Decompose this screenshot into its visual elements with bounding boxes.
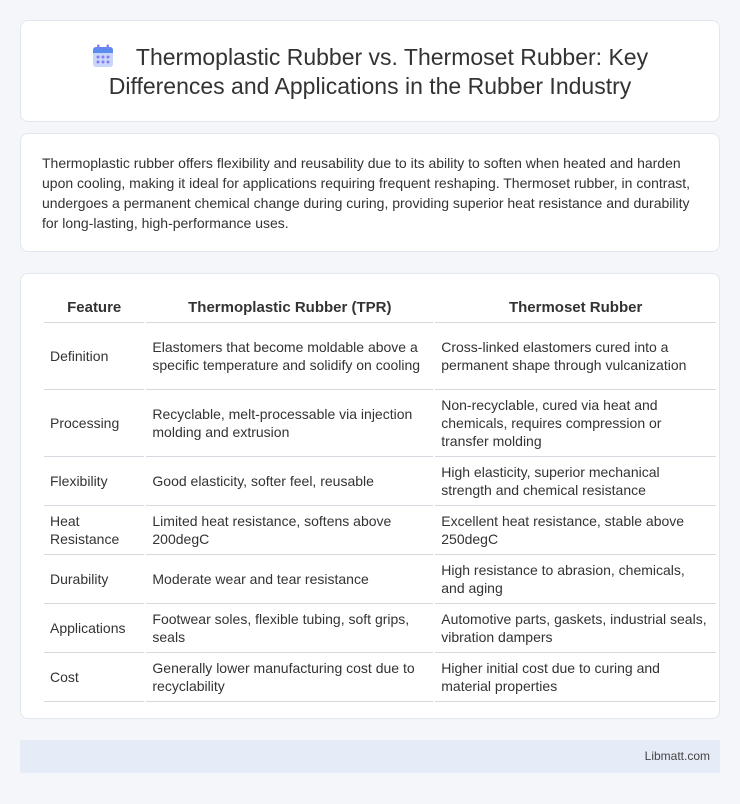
table-row: [44, 457, 716, 506]
row-thermoset: Cross-linked elastomers cured into a permanent shape through vulcanization: [435, 323, 716, 390]
intro-card: [20, 133, 720, 252]
row-thermoset: Automotive parts, gaskets, industrial seals, vibration dampers: [435, 604, 716, 653]
table-header-row: [44, 293, 716, 323]
comparison-table: [42, 293, 718, 702]
title-card: [20, 20, 720, 122]
row-tpr: Moderate wear and tear resistance: [146, 555, 433, 604]
row-feature: Durability: [44, 555, 144, 604]
row-tpr: Footwear soles, flexible tubing, soft grips, seals: [146, 604, 433, 653]
row-thermoset: Non-recyclable, cured via heat and chemicals, requires compression or transfer molding: [435, 390, 716, 457]
row-feature: Flexibility: [44, 457, 144, 506]
row-tpr: Generally lower manufacturing cost due to recyclability: [146, 653, 433, 702]
row-feature: Processing: [44, 390, 144, 457]
row-tpr: Recyclable, melt-processable via injection molding and extrusion: [146, 390, 433, 457]
intro-paragraph: Thermoplastic rubber offers flexibility and reusability due to its ability to soften when heated and harden upon cooling, making it ideal for applications requiring frequent reshaping. Thermoset rubber, in contrast, undergoes a permanent chemical change during curing, providing superior heat resistance and durability for long-lasting, high-performance uses.: [42, 155, 691, 231]
table-row: [44, 506, 716, 555]
page-title: [21, 43, 719, 101]
row-feature: Heat Resistance: [44, 506, 144, 555]
footer-bar: [20, 740, 720, 773]
header-tpr: Thermoplastic Rubber (TPR): [146, 293, 433, 323]
row-tpr: Elastomers that become moldable above a specific temperature and solidify on cooling: [146, 323, 433, 390]
row-thermoset: High resistance to abrasion, chemicals, and aging: [435, 555, 716, 604]
row-tpr: Limited heat resistance, softens above 200degC: [146, 506, 433, 555]
table-row: [44, 604, 716, 653]
title-line-2: Differences and Applications in the Rubber Industry: [108, 73, 632, 99]
row-thermoset: Excellent heat resistance, stable above 250degC: [435, 506, 716, 555]
row-feature: Cost: [44, 653, 144, 702]
table-row: [44, 323, 716, 390]
table-row: [44, 555, 716, 604]
header-feature: Feature: [44, 293, 144, 323]
comparison-card: [20, 273, 720, 719]
row-thermoset: High elasticity, superior mechanical strength and chemical resistance: [435, 457, 716, 506]
footer-brand-link[interactable]: Libmatt.com: [644, 749, 710, 763]
title-line-1: Thermoplastic Rubber vs. Thermoset Rubber: Key: [135, 44, 649, 70]
row-feature: Applications: [44, 604, 144, 653]
row-feature: Definition: [44, 323, 144, 390]
calendar-icon: [92, 44, 114, 68]
table-row: [44, 653, 716, 702]
table-row: [44, 390, 716, 457]
row-thermoset: Higher initial cost due to curing and material properties: [435, 653, 716, 702]
header-thermoset: Thermoset Rubber: [435, 293, 716, 323]
row-tpr: Good elasticity, softer feel, reusable: [146, 457, 433, 506]
